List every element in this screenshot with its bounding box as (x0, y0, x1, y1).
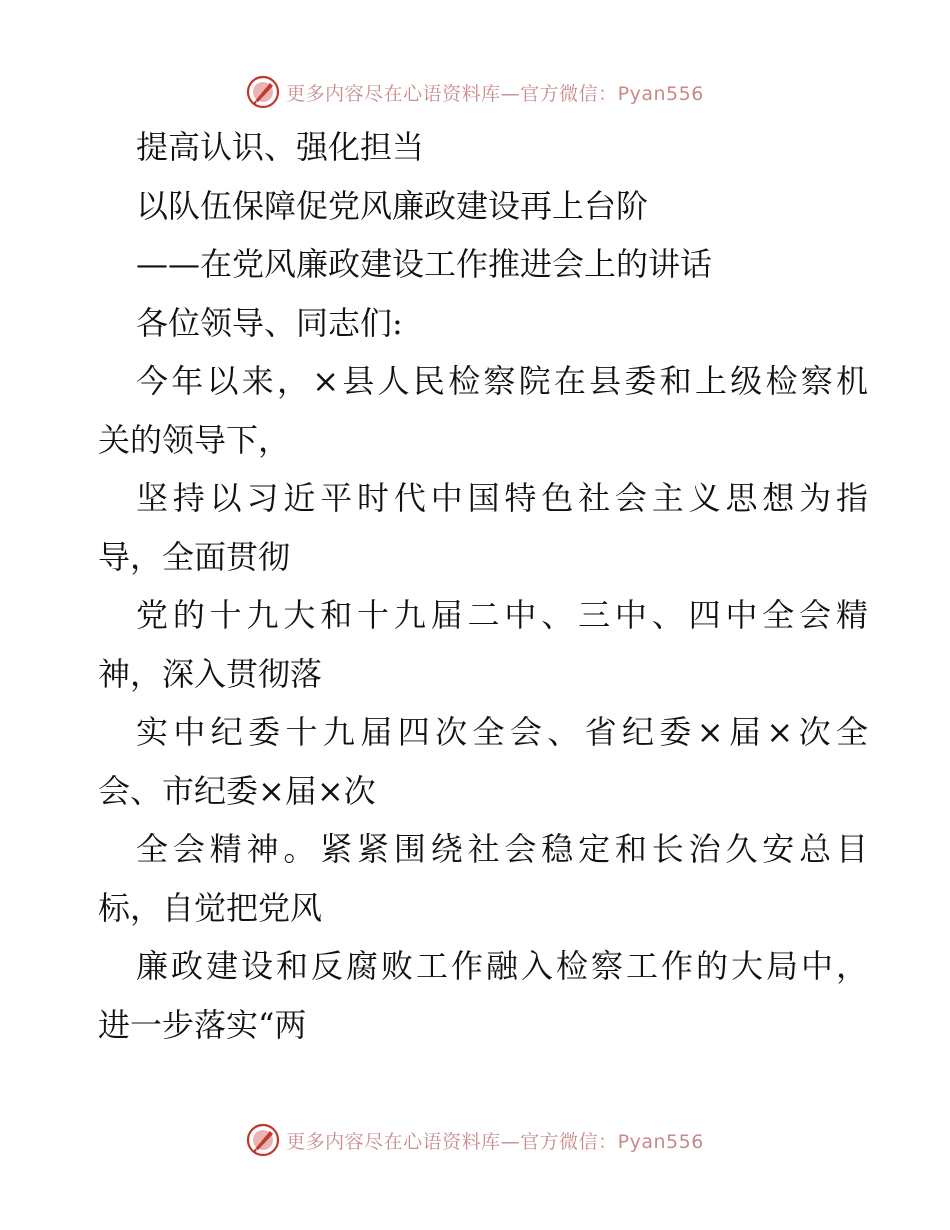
quill-seal-icon (246, 75, 280, 109)
watermark-text: 更多内容尽在心语资料库—官方微信：Pyan556 (286, 82, 704, 105)
doc-salutation: 各位领导、同志们: (136, 303, 403, 342)
doc-text-line: 廉政建设和反腐败工作融入检察工作的大局中， (136, 947, 868, 985)
doc-text-line: 进一步落实“两 (98, 1005, 307, 1044)
doc-subtitle: 以队伍保障促党风廉政建设再上台阶 (136, 186, 649, 225)
watermark-text: 更多内容尽在心语资料库—官方微信：Pyan556 (286, 1130, 704, 1153)
doc-speech-note: ——在党风廉政建设工作推进会上的讲话 (136, 245, 713, 283)
doc-text-line: 全会精神。紧紧围绕社会稳定和长治久安总目 (136, 830, 868, 868)
doc-title: 提高认识、强化担当 (136, 128, 425, 166)
doc-text-line: 今年以来，×县人民检察院在县委和上级检察机 (136, 362, 868, 400)
footer-watermark (0, 1120, 950, 1160)
doc-text-line: 标，自觉把党风 (98, 888, 323, 927)
doc-text-line: 党的十九大和十九届二中、三中、四中全会精 (136, 596, 868, 634)
quill-seal-icon (246, 1123, 280, 1157)
document-body (98, 118, 868, 1054)
doc-text-line: 坚持以习近平时代中国特色社会主义思想为指 (136, 479, 868, 517)
header-watermark (0, 72, 950, 112)
doc-text-line: 会、市纪委×届×次 (98, 771, 376, 810)
doc-text-line: 导，全面贯彻 (98, 537, 291, 576)
doc-text-line: 神，深入贯彻落 (98, 654, 323, 693)
doc-text-line: 关的领导下， (98, 420, 291, 459)
doc-text-line: 实中纪委十九届四次全会、省纪委×届×次全 (136, 713, 868, 751)
